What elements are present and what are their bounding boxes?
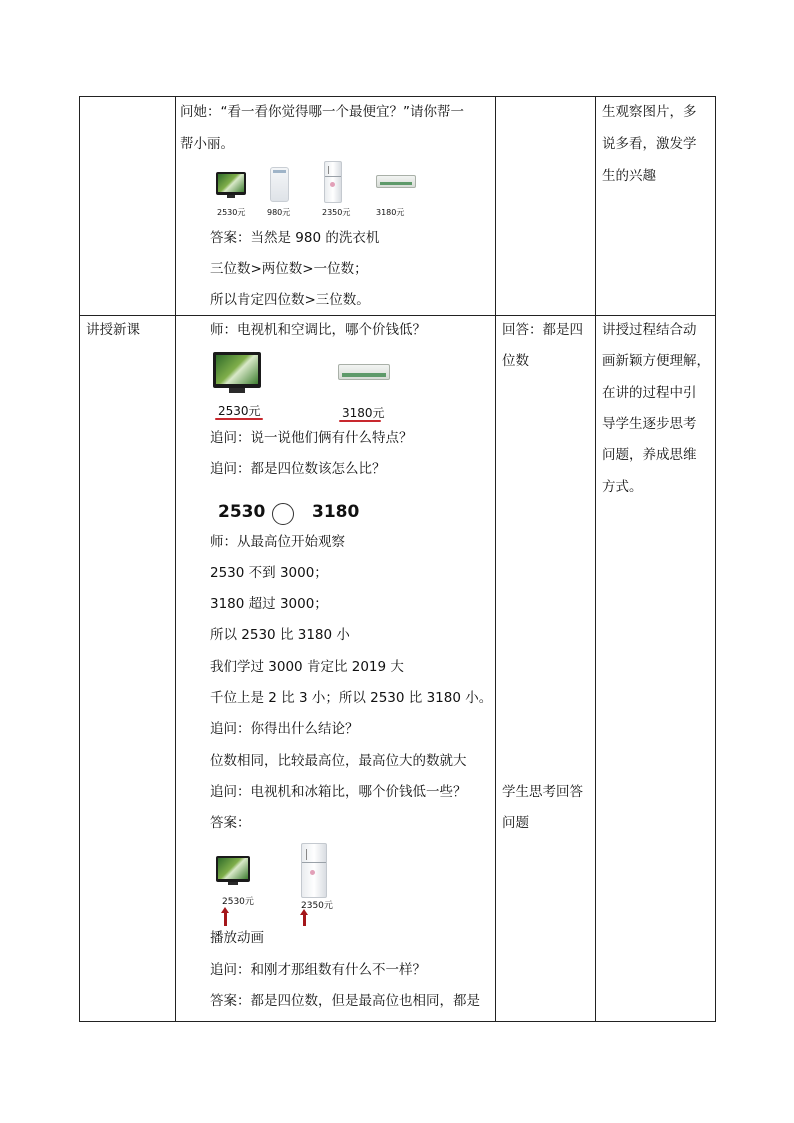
tv-image	[216, 172, 246, 195]
explanation-line: 所以 2530 比 3180 小	[210, 627, 350, 643]
answer-line: 答案：当然是 980 的洗衣机	[210, 230, 380, 246]
explanation-line: 播放动画	[210, 930, 264, 946]
intent-line: 方式。	[602, 479, 643, 495]
explanation-line: 追问：电视机和冰箱比，哪个价钱低一些？	[210, 784, 467, 800]
explanation-line: 师：从最高位开始观察	[210, 534, 345, 550]
teacher-activity-cell	[176, 97, 496, 316]
intent-line: 生观察图片，多	[602, 104, 697, 120]
compare-left-number: 2530	[218, 502, 266, 522]
student-line: 学生思考回答	[502, 784, 583, 800]
price-caption: 2530元	[217, 208, 246, 217]
air-conditioner-image	[376, 175, 416, 188]
rule-line: 三位数>两位数>一位数；	[210, 261, 368, 277]
price-caption: 2530元	[222, 897, 254, 907]
price-caption: 2530元	[218, 404, 261, 418]
refrigerator-image	[301, 843, 327, 898]
student-line: 问题	[502, 815, 529, 831]
intent-line: 问题，养成思维	[602, 447, 697, 463]
teacher-activity-cell	[176, 316, 496, 1022]
price-caption: 3180元	[376, 208, 405, 217]
refrigerator-image	[324, 161, 342, 203]
red-arrow-icon	[224, 912, 227, 926]
tv-image	[213, 352, 261, 388]
lesson-plan-table	[79, 96, 716, 1022]
intent-line: 导学生逐步思考	[602, 416, 697, 432]
table-row	[80, 97, 716, 316]
question-line: 师：电视机和空调比，哪个价钱低？	[210, 322, 426, 338]
price-caption: 980元	[267, 208, 291, 217]
explanation-line: 答案：都是四位数，但是最高位也相同，都是	[210, 993, 480, 1009]
question-line: 追问：说一说他们俩有什么特点？	[210, 430, 413, 446]
table-row	[80, 316, 716, 1022]
red-underline	[215, 418, 263, 420]
compare-right-number: 3180	[312, 502, 360, 522]
compare-circle	[272, 503, 294, 525]
question-line: 帮小丽。	[180, 136, 234, 152]
explanation-line: 答案：	[210, 815, 251, 831]
intent-line: 在讲的过程中引	[602, 385, 697, 401]
design-intent-cell	[596, 97, 716, 316]
design-intent-cell	[596, 316, 716, 1022]
intent-line: 说多看，激发学	[602, 136, 697, 152]
explanation-line: 3180 超过 3000；	[210, 596, 328, 612]
question-line: 追问：都是四位数该怎么比？	[210, 461, 386, 477]
explanation-line: 2530 不到 3000；	[210, 565, 328, 581]
intent-line: 画新颖方便理解，	[602, 353, 710, 369]
stage-label: 讲授新课	[86, 322, 140, 338]
stage-cell	[80, 97, 176, 316]
explanation-line: 我们学过 3000 肯定比 2019 大	[210, 659, 404, 675]
red-underline	[339, 420, 381, 422]
explanation-line: 位数相同，比较最高位，最高位大的数就大	[210, 753, 467, 769]
washing-machine-image	[270, 167, 289, 202]
student-line: 回答：都是四	[502, 322, 583, 338]
stage-cell	[80, 316, 176, 1022]
explanation-line: 追问：和刚才那组数有什么不一样？	[210, 962, 426, 978]
question-line: 问她：“看一看你觉得哪一个最便宜？”请你帮一	[180, 104, 464, 120]
air-conditioner-image	[338, 364, 390, 380]
student-activity-cell	[496, 316, 596, 1022]
red-arrow-icon	[303, 914, 306, 926]
explanation-line: 千位上是 2 比 3 小；所以 2530 比 3180 小。	[210, 690, 493, 706]
price-caption: 3180元	[342, 406, 385, 420]
intent-line: 生的兴趣	[602, 168, 656, 184]
explanation-line: 追问：你得出什么结论？	[210, 721, 359, 737]
student-activity-cell	[496, 97, 596, 316]
intent-line: 讲授过程结合动	[602, 322, 697, 338]
conclusion-line: 所以肯定四位数>三位数。	[210, 292, 370, 308]
tv-image	[216, 856, 250, 882]
price-caption: 2350元	[301, 901, 333, 911]
price-caption: 2350元	[322, 208, 351, 217]
student-line: 位数	[502, 353, 529, 369]
